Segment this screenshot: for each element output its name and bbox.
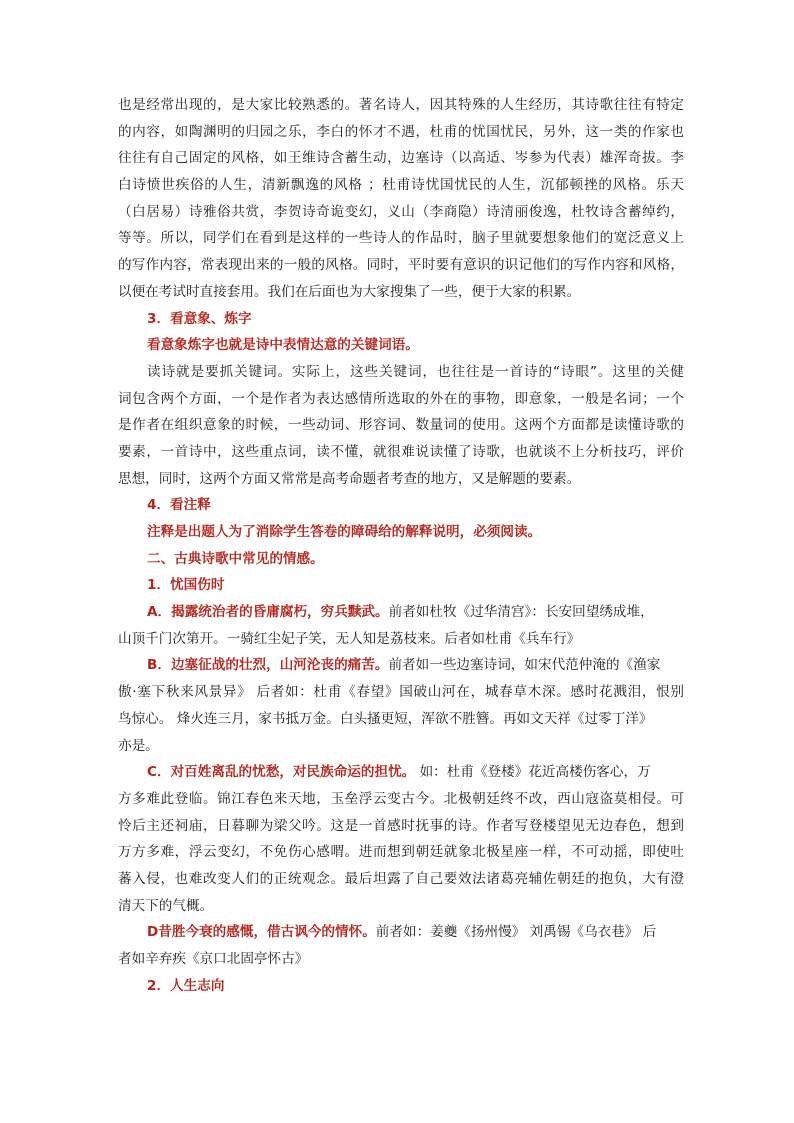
paragraph-line: 也是经常出现的，是大家比较熟悉的。著名诗人，因其特殊的人生经历，其诗歌往往有特定 [118,97,684,113]
item-b-key: B．边塞征战的壮烈，山河沦丧的痛苦。 [147,657,389,674]
item-a-first-line [118,599,684,626]
section-heading: 2．人生志向 [147,977,225,994]
paragraph-line: 要素，一首诗中，这些重点词，读不懂，就很难说读懂了诗歌，也就谈不上分析技巧，评价 [118,443,684,460]
item-d-text: 前者如：姜夔《扬州慢》 刘禹锡《乌衣巷》 后 [375,924,657,941]
paragraph-line: 方多难此登临。锦江春色来天地，玉垒浮云变古今。北极朝廷终不改，西山寇盗莫相侵。可 [118,790,684,807]
paragraph-line: 傲·塞下秋来风景异》 后者如：杜甫《春望》国破山河在，城春草木深。感时花溅泪，恨别 [118,684,684,701]
paragraph-line: 蕃入侵，也难改变人们的正统观念。最后坦露了自己要效法诸葛亮辅佐朝廷的抱负，大有澄 [118,870,684,887]
paragraph-line: 鸟惊心。 烽火连三月，家书抵万金。白头搔更短，浑欲不胜簪。再如文天祥《过零丁洋》 [118,710,653,727]
paragraph-line: 等等。所以，同学们在看到是这样的一些诗人的作品时，脑子里就要想象他们的宽泛意义上 [118,230,684,247]
item-a-text: 前者如杜牧《过华清宫》：长安回望绣成堆， [388,604,654,621]
item-b-text: 前者如一些边塞诗词，如宋代范仲淹的《渔家 [388,657,661,674]
item-a-key: A．揭露统治者的昏庸腐朽，穷兵黩武。 [147,604,389,621]
section-heading: 3．看意象、炼字 [147,310,252,327]
section-heading: 1．忧国伤时 [147,577,225,594]
paragraph-line: 词包含两个方面，一个是作者为表达感情所选取的外在的事物，即意象，一般是名词；一个 [118,390,684,407]
key-statement: 看意象炼字也就是诗中表情达意的关键词语。 [147,337,419,354]
paragraph-line: 白诗愤世疾俗的人生，清新飘逸的风格 ；杜甫诗忧国忧民的人生，沉郁顿挫的风格。乐天 [118,177,684,194]
item-c-key: C．对百姓离乱的忧愁，对民族命运的担忧。 [147,764,416,781]
paragraph-line: 往往有自己固定的风格，如王维诗含蓄生动，边塞诗（以高适、岑参为代表）雄浑奇拔。李 [118,150,684,167]
item-d-first-line [118,919,684,946]
paragraph-line: 万方多难，浮云变幻，不免伤心感喟。进而想到朝廷就象北极星座一样，不可动摇，即使吐 [118,844,684,861]
key-statement: 注释是出题人为了消除学生答卷的障碍给的解释说明，必须阅读。 [147,524,542,540]
paragraph-line: 思想，同时，这两个方面又常常是高考命题者考查的地方，又是解题的要素。 [118,470,581,487]
paragraph-line: 的写作内容，常表现出来的一般的风格。同时，平时要有意识的识记他们的写作内容和风格， [118,257,684,274]
section-heading: 4．看注释 [147,497,211,514]
paragraph-line: 怜后主还祠庙，日暮聊为梁父吟。这是一首感时抚事的诗。作者写登楼望见无边春色，想到 [118,817,684,834]
paragraph-line: 者如辛弃疾《京口北固亭怀古》 [118,951,309,967]
part-heading: 二、古典诗歌中常见的情感。 [147,550,324,567]
item-c-first-line [118,759,684,786]
paragraph-line: 清天下的气概。 [118,897,214,914]
paragraph-line: （白居易）诗雅俗共赏，李贺诗奇诡变幻，义山（李商隐）诗清丽俊逸，杜牧诗含蓄绰约， [118,203,684,220]
paragraph-line: 是作者在组织意象的时候，一些动词、形容词、数量词的使用。这两个方面都是读懂诗歌的 [118,417,684,434]
item-d-key: D昔胜今衰的感慨，借古讽今的情怀。 [147,924,376,941]
item-b-first-line [118,652,684,679]
paragraph-line: 以便在考试时直接套用。我们在后面也为大家搜集了一些，便于大家的积累。 [118,283,581,300]
paragraph-line: 的内容，如陶渊明的归园之乐，李白的怀才不遇，杜甫的忧国忧民，另外，这一类的作家也 [118,123,684,140]
paragraph-line: 读诗就是要抓关键词。实际上，这些关键词，也往往是一首诗的“诗眼”。这里的关健 [147,363,684,380]
paragraph-line: 山顶千门次第开。一骑红尘妃子笑，无人知是荔枝来。后者如杜甫《兵车行》 [118,630,581,647]
document-page [118,92,684,999]
item-c-text: 如：杜甫《登楼》花近高楼伤客心，万 [415,764,651,781]
paragraph-line: 亦是。 [118,737,159,754]
